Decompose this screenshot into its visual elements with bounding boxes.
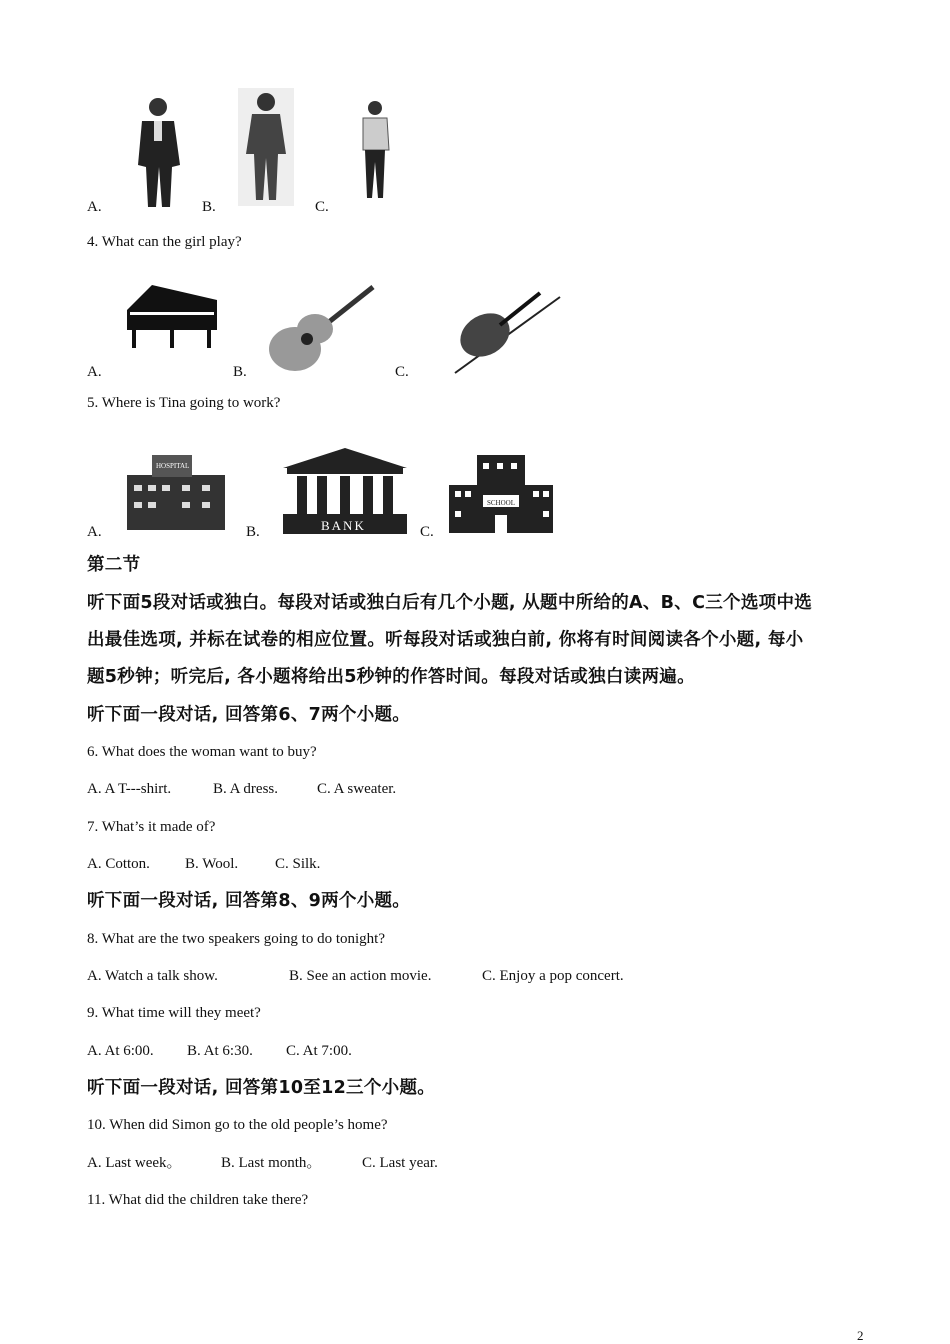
q8-option-c[interactable]: C. Enjoy a pop concert. — [482, 968, 624, 984]
q4-question: 4. What can the girl play? — [87, 234, 242, 250]
q9-option-b[interactable]: B. At 6:30. — [187, 1043, 253, 1059]
instructions-line-1: 听下面5段对话或独白。每段对话或独白后有几个小题, 从题中所给的A、B、C三个选项中选 — [87, 593, 813, 613]
page-number: 2 — [857, 1328, 864, 1343]
q6-option-a[interactable]: A. A T---shirt. — [87, 781, 172, 797]
svg-text:HOSPITAL: HOSPITAL — [156, 462, 190, 470]
q10-option-c[interactable]: C. Last year. — [362, 1155, 438, 1171]
q9-option-c[interactable]: C. At 7:00. — [286, 1043, 352, 1059]
q7-option-b[interactable]: B. Wool. — [185, 856, 239, 872]
q5-option-b[interactable]: B. — [246, 524, 260, 540]
dialog-heading-2: 听下面一段对话, 回答第8、9两个小题。 — [87, 891, 411, 911]
q10-option-b[interactable]: B. Last month。 — [221, 1155, 322, 1171]
q7-option-c[interactable]: C. Silk. — [275, 856, 321, 872]
q7-question: 7. What’s it made of? — [87, 819, 216, 835]
q3-option-c[interactable]: C. — [315, 199, 329, 215]
q8-option-b[interactable]: B. See an action movie. — [289, 968, 432, 984]
instructions-line-2: 出最佳选项, 并标在试卷的相应位置。听每段对话或独白前, 你将有时间阅读各个小题, 每小 — [87, 630, 804, 650]
q9-option-a[interactable]: A. At 6:00. — [87, 1043, 154, 1059]
q8-question: 8. What are the two speakers going to do tonight? — [87, 931, 385, 947]
q6-question: 6. What does the woman want to buy? — [87, 744, 317, 760]
q11-question: 11. What did the children take there? — [87, 1192, 309, 1208]
dialog-heading-3: 听下面一段对话, 回答第10至12三个小题。 — [87, 1078, 436, 1098]
violin-image — [445, 285, 563, 378]
q9-question: 9. What time will they meet? — [87, 1005, 261, 1021]
svg-text:BANK: BANK — [321, 518, 366, 533]
q4-option-c[interactable]: C. — [395, 364, 409, 380]
q6-option-c[interactable]: C. A sweater. — [317, 781, 397, 797]
q10-question: 10. When did Simon go to the old people’s home? — [87, 1117, 388, 1133]
q4-option-b[interactable]: B. — [233, 364, 247, 380]
q10-options — [87, 1153, 438, 1173]
hospital-image — [122, 450, 230, 532]
dialog-heading-1: 听下面一段对话, 回答第6、7两个小题。 — [87, 705, 411, 725]
q4-option-a[interactable]: A. — [87, 364, 102, 380]
q7-option-a[interactable]: A. Cotton. — [87, 856, 150, 872]
q5-question: 5. Where is Tina going to work? — [87, 395, 281, 411]
q10-option-a[interactable]: A. Last week。 — [87, 1155, 182, 1171]
section-title: 第二节 — [87, 555, 141, 575]
q9-options — [87, 1041, 352, 1061]
q8-options — [87, 966, 624, 986]
svg-text:SCHOOL: SCHOOL — [487, 499, 516, 507]
school-image — [447, 455, 555, 535]
bank-image — [283, 448, 407, 534]
piano-image — [122, 280, 222, 350]
q8-option-a[interactable]: A. Watch a talk show. — [87, 968, 218, 984]
instructions-line-3: 题5秒钟；听完后, 各小题将给出5秒钟的作答时间。每段对话或独白读两遍。 — [87, 667, 695, 687]
q3-option-b[interactable]: B. — [202, 199, 216, 215]
q6-option-b[interactable]: B. A dress. — [213, 781, 279, 797]
q7-options — [87, 854, 320, 874]
man-in-suit-image — [128, 95, 190, 213]
q5-option-a[interactable]: A. — [87, 524, 102, 540]
guitar-image — [265, 283, 377, 373]
man-with-sunglasses-image — [238, 88, 294, 206]
q5-option-c[interactable]: C. — [420, 524, 434, 540]
q3-option-a[interactable]: A. — [87, 199, 102, 215]
q6-options — [87, 779, 396, 799]
young-man-image — [355, 98, 397, 208]
